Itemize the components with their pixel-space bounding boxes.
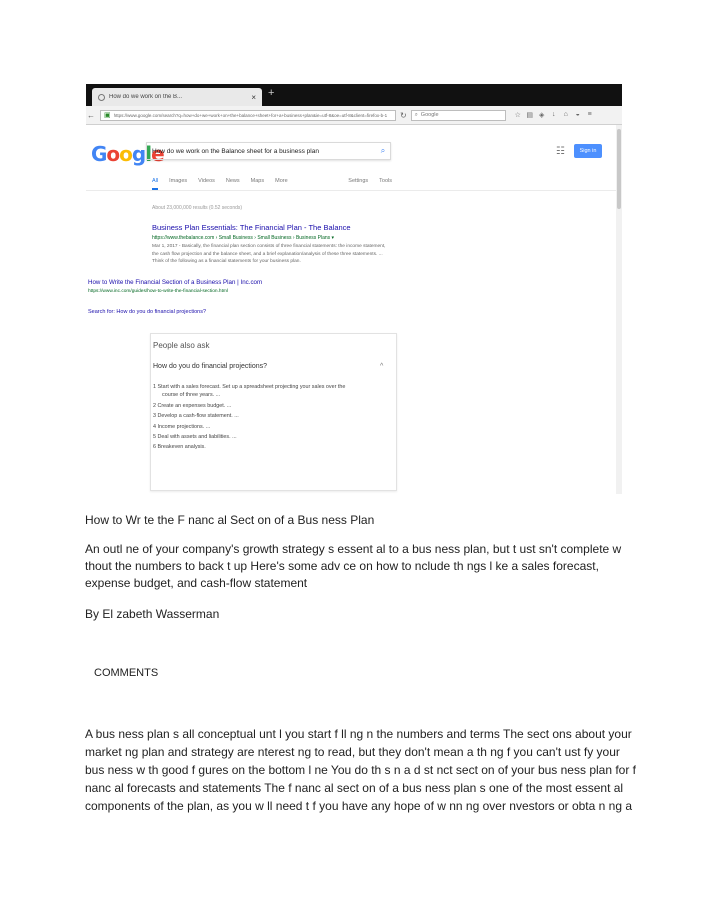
comments-label[interactable]: COMMENTS [94, 667, 159, 679]
menu-icon[interactable]: ≡ [587, 111, 592, 118]
people-also-ask-box [150, 333, 397, 491]
result-snippet: Mar 1, 2017 - Basically, the financial plan section consists of three financial statements: the income statement, the cash flow projection and the balance sheet, and a brief explanation/analysis of these three statements. ... Think of the following as a financial statements for your business plan. [152, 244, 386, 265]
tab-all[interactable]: All [152, 178, 158, 190]
reload-icon[interactable]: ↻ [400, 110, 407, 120]
google-search-input[interactable] [146, 142, 391, 160]
new-tab-button[interactable]: + [268, 87, 275, 99]
paa-heading: People also ask [153, 341, 210, 350]
list-item: course of three years. ... [162, 392, 221, 399]
paa-steps-list [153, 384, 393, 455]
browser-screenshot [86, 84, 622, 494]
tab-tools[interactable]: Tools [379, 178, 392, 184]
library-icon[interactable]: ▤ [526, 112, 534, 119]
sign-in-button[interactable]: Sign in [574, 144, 602, 158]
tab-settings[interactable]: Settings [348, 178, 369, 184]
result-stats: About 23,000,000 results (0.52 seconds) [152, 205, 243, 211]
result-title-link[interactable]: Business Plan Essentials: The Financial Plan - The Balance [152, 223, 351, 232]
tabs-divider [86, 190, 616, 191]
tab-maps[interactable]: Maps [250, 178, 265, 184]
google-logo[interactable]: Google [91, 142, 164, 166]
tab-videos[interactable]: Videos [198, 178, 215, 184]
result-url[interactable]: https://www.thebalance.com › Small Business › Small Business › Business Plans ▾ [152, 235, 335, 241]
paa-source-url[interactable]: https://www.inc.com/guides/how-to-write-the-financial-section.html [88, 289, 228, 294]
toolbar-icons [512, 111, 596, 119]
list-item: 2 Create an expenses budget. ... [153, 403, 232, 410]
back-arrow-icon[interactable]: ← [87, 110, 95, 120]
tab-images[interactable]: Images [169, 178, 188, 184]
paa-source-link[interactable]: How to Write the Financial Section of a Business Plan | Inc.com [88, 279, 263, 286]
address-url: https://www.google.com/search?q=how+do+we+work+on+the+balance+sheet+for+a+business+plan&ie=utf-8&oe=utf-8&client=firefox-b-1 [113, 112, 388, 118]
list-item: 3 Develop a cash-flow statement. ... [153, 413, 239, 420]
search-box-label: Google [420, 112, 439, 118]
browser-tab-bar [86, 84, 622, 106]
list-item: 4 Income projections. ... [153, 423, 211, 430]
star-icon[interactable]: ☆ [514, 112, 521, 119]
close-icon[interactable]: × [251, 92, 256, 102]
home-icon[interactable]: ⌂ [563, 111, 568, 118]
list-item: 6 Breakeven analysis. [153, 444, 206, 451]
search-query: How do we work on the Balance sheet for a business plan [152, 147, 319, 155]
paa-search-for-link[interactable]: Search for: How do you do financial projections? [88, 309, 207, 315]
tab-more[interactable]: More [275, 178, 288, 184]
chevron-up-icon[interactable]: ^ [380, 363, 384, 370]
apps-grid-icon[interactable]: ☷ [556, 146, 565, 157]
download-icon[interactable]: ↓ [551, 111, 556, 118]
magnifier-icon[interactable]: ⌕ [380, 146, 386, 155]
article-intro: An outl ne of your company's growth strategy s essent al to a bus ness plan, but t ust sn't complete w thout the numbers to back t up Here's some adv ce on how to nclude th ngs l ke a sales forecast, expense budget, and cash-flow statement [85, 542, 622, 590]
browser-tab[interactable] [92, 88, 262, 106]
lock-shield-icon[interactable]: ◈ [539, 112, 545, 119]
article-body: A bus ness plan s all conceptual unt l you start f ll ng n the numbers and terms The sect ons about your market ng plan and strategy are nterest ng to read, but they don't mean a th ng f you can't ust fy your bus ness w th good f gures on the bottom l ne You do th s n a d st nct sect on of your bus ness plan for f nanc al forecasts and statements The f nanc al sect on of a bus ness plan s one of the most essent al components of the plan, as you w ll need t f you have any hope of w nn ng over nvestors or obta n ng a [85, 727, 637, 813]
browser-search-box[interactable] [411, 110, 506, 121]
pocket-icon[interactable]: ◒ [575, 111, 580, 118]
scrollbar[interactable] [616, 125, 622, 494]
globe-icon [98, 94, 105, 101]
article-byline: By El zabeth Wasserman [85, 607, 220, 621]
tab-news[interactable]: News [225, 178, 240, 184]
paa-question[interactable]: How do you do financial projections? [153, 363, 268, 370]
list-item: 1 Start with a sales forecast. Set up a spreadsheet projecting your sales over the [153, 384, 346, 390]
browser-nav-bar [86, 106, 622, 125]
address-bar[interactable] [100, 110, 396, 121]
lock-icon: ▣ [104, 112, 111, 119]
search-icon: ⌕ [414, 111, 418, 118]
list-item: 5 Deal with assets and liabilities. ... [153, 433, 237, 440]
scrollbar-thumb[interactable] [617, 129, 621, 209]
tab-title: How do we work on the B... [109, 94, 183, 100]
google-results-page [86, 125, 622, 494]
article-title: How to Wr te the F nanc al Sect on of a Bus ness Plan [85, 513, 375, 527]
google-tabs [152, 178, 392, 190]
